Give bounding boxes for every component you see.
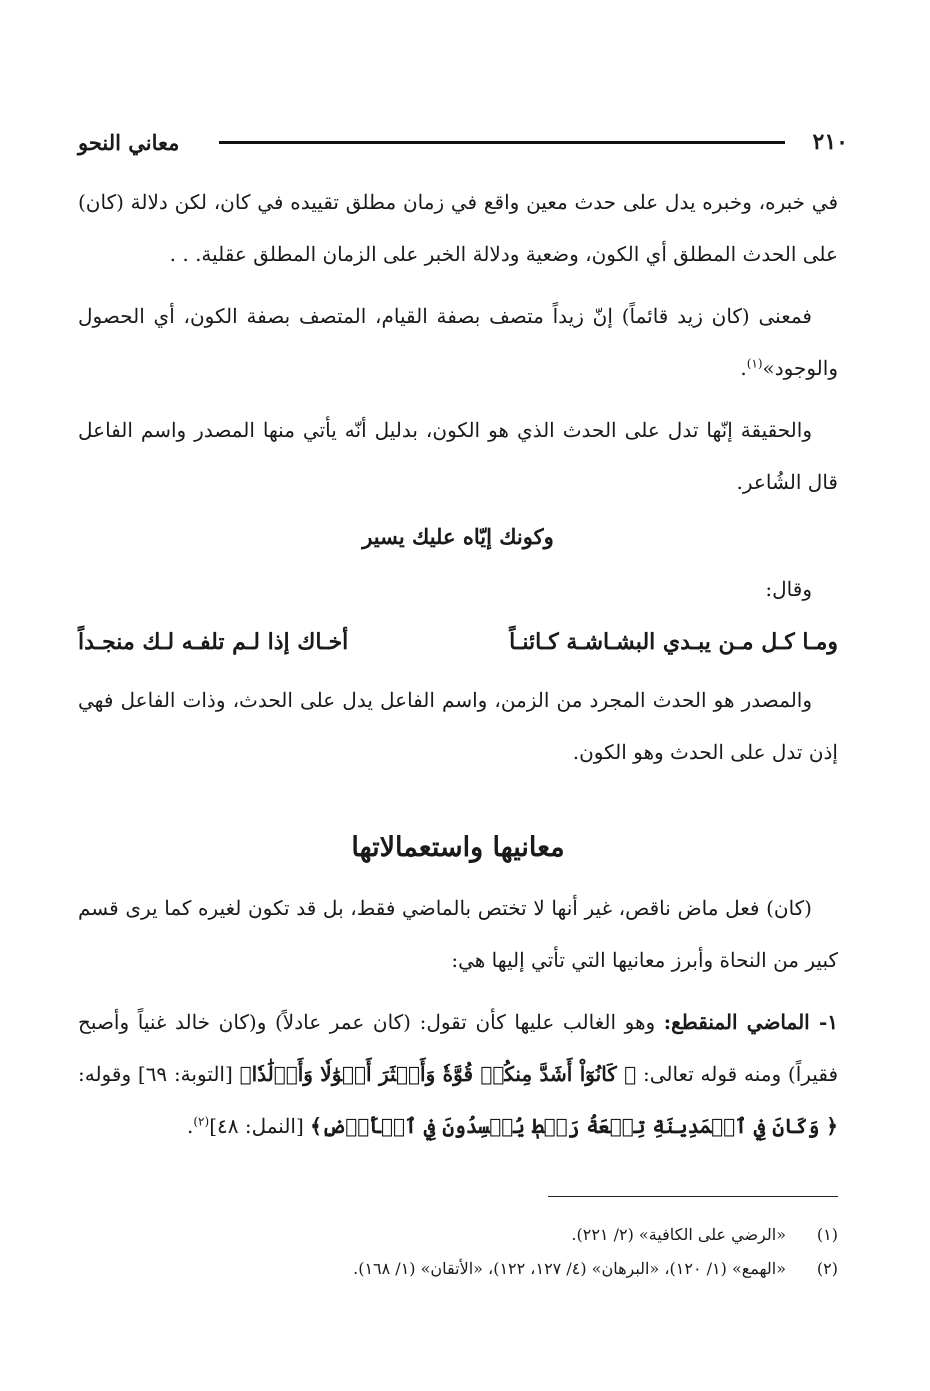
footnote-number: (٢)	[816, 1259, 838, 1278]
footnote-ref-1: (١)	[746, 356, 763, 371]
verse-line-1: وكونك إيّاه عليك يسير	[362, 524, 554, 549]
footnote-2	[78, 1252, 838, 1286]
quran-quote-2: ﴿ وَكَانَ فِي ٱلۡمَدِينَةِ تِسۡعَةُ رَهۡطٖ يُفۡسِدُونَ فِي ٱلۡأَرۡضِ﴾	[310, 1114, 838, 1138]
footnote-text: «الهمع» (١/ ١٢٠)، «البرهان» (٤/ ١٢٧، ١٢٢)، «الأتقان» (١/ ١٦٨).	[353, 1259, 786, 1278]
footnote-1	[78, 1218, 838, 1252]
list-item-1-end: .	[187, 1114, 194, 1138]
paragraph-3: والحقيقة إنّها تدل على الحدث الذي هو الكون، بدليل أنّه يأتي منها المصدر واسم الفاعل قال الشُاعر.	[78, 418, 838, 494]
verse-hemistich-second: أخـاك إذا لـم تلفـه لـك منجـداً	[78, 629, 349, 655]
footnote-rule	[548, 1196, 838, 1197]
running-title: معاني النحو	[78, 129, 180, 155]
list-item-1-text-a: وهو الغالب عليها كأن تقول: (كان عمر عادلاً) و(كان خالد غنياً وأصبح فقيراً) ومنه قوله تعالى:	[78, 1010, 839, 1086]
page-header	[78, 122, 848, 162]
footnotes	[78, 1218, 838, 1286]
paragraph-2	[78, 290, 838, 394]
verse-hemistich-first: ومـا كـل مـن يبـدي البشـاشـة كـائنـاً	[509, 629, 838, 655]
list-item-1	[78, 996, 838, 1152]
paragraph-4: والمصدر هو الحدث المجرد من الزمن، واسم الفاعل يدل على الحدث، وذات الفاعل فهي إذن تدل على الحدث وهو الكون.	[78, 688, 838, 764]
paragraph-2-text: فمعنى (كان زيد قائماً) إنّ زيداً متصف بصفة القيام، المتصف بصفة الكون، أي الحصول والوجود»	[78, 304, 838, 380]
footnote-number: (١)	[816, 1225, 838, 1244]
paragraph-2-end: .	[740, 356, 747, 380]
main-text	[78, 176, 838, 1152]
page-number: ٢١٠	[812, 129, 848, 155]
list-item-1-term: ١- الماضي المنقطع:	[663, 1010, 838, 1034]
header-rule	[219, 141, 784, 144]
list-item-1-text-c: [النمل: ٤٨]	[209, 1114, 311, 1138]
verse-line-2	[78, 614, 838, 670]
paragraph-5: (كان) فعل ماض ناقص، غير أنها لا تختص بالماضي فقط، بل قد تكون لغيره كما يرى قسم كبير من النحاة وأبرز معانيها التي تأتي إليها هي:	[78, 896, 838, 972]
section-heading: معانيها واستعمالاتها	[351, 832, 565, 863]
list-item-1-text-b: [التوبة: ٦٩] وقوله:	[78, 1062, 240, 1086]
paragraph-1: في خبره، وخبره يدل على حدث معين واقع في زمان مطلق تقييده في كان، لكن دلالة (كان) على الحدث المطلق أي الكون، وضعية ودلالة الخبر على الزمان المطلق عقلية. . .	[78, 190, 838, 266]
footnote-text: «الرضي على الكافية» (٢/ ٢٢١).	[571, 1225, 786, 1244]
quran-quote-1: ﴿ كَانُوٓاْ أَشَدَّ مِنكُمۡ قُوَّةٗ وَأَكۡثَرَ أَمۡوَٰلٗا وَأَوۡلَٰدٗا﴾	[239, 1062, 637, 1086]
said-label: وقال:	[765, 577, 812, 601]
footnote-ref-2: (٢)	[193, 1114, 210, 1129]
